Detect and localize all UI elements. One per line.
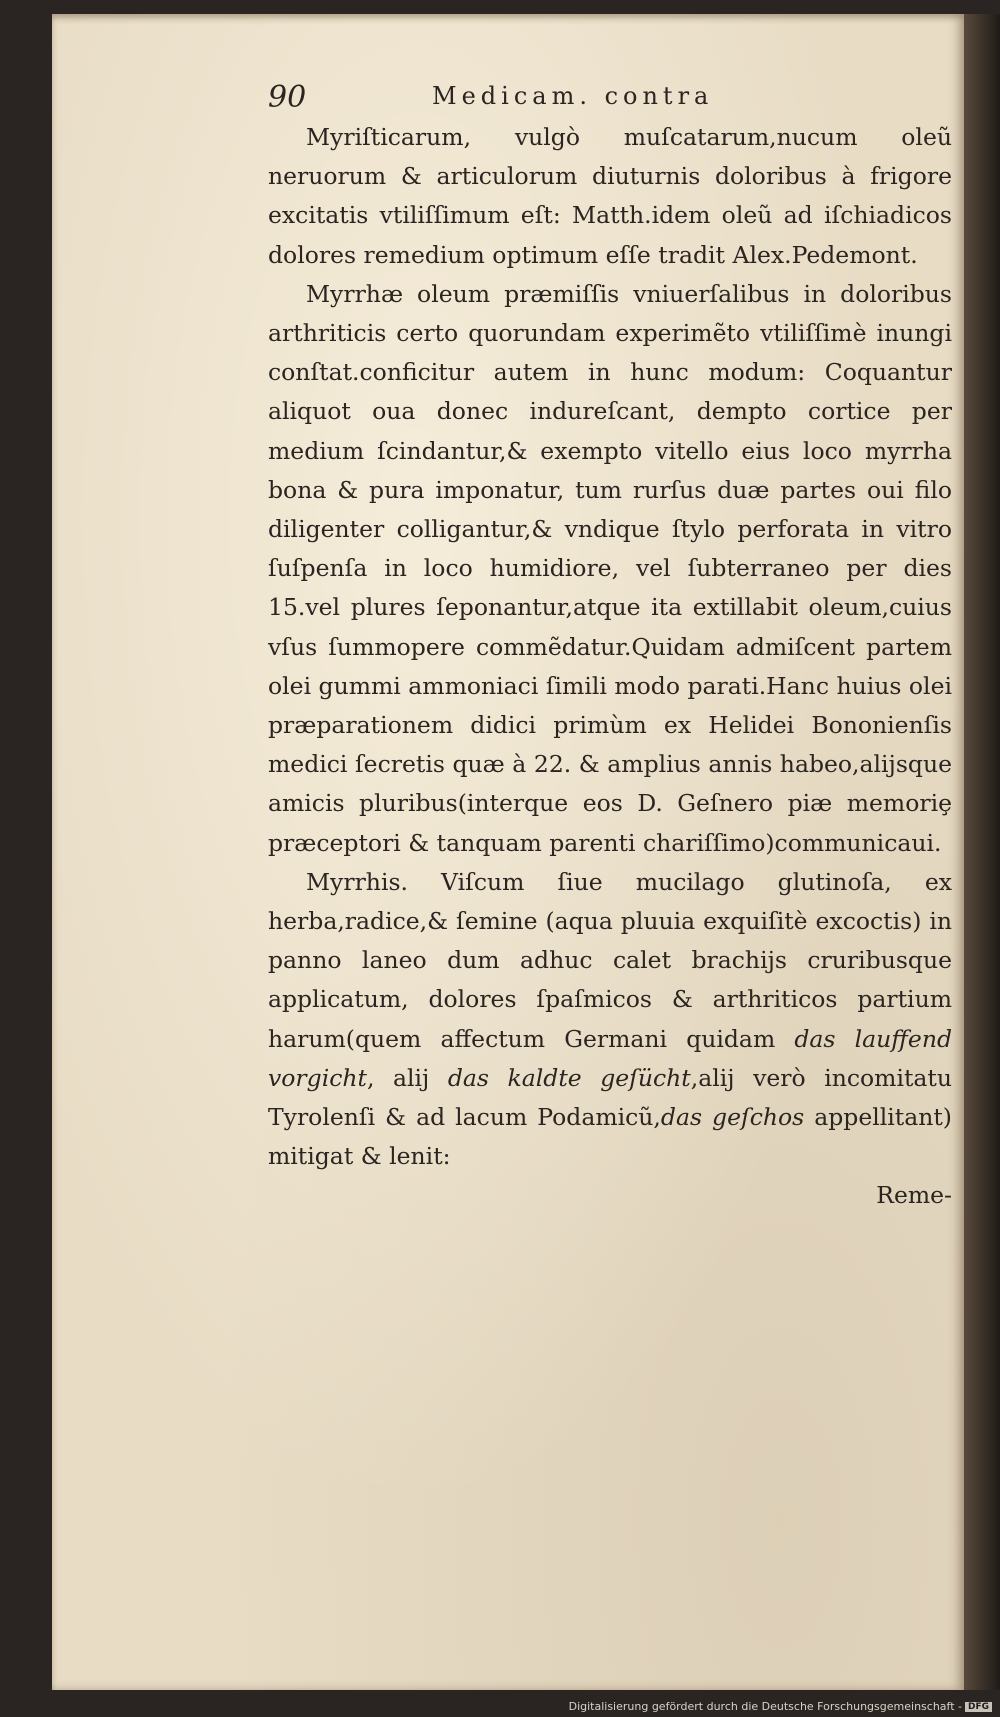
german-term: das geſchos (660, 1103, 805, 1132)
running-head: Medicam. contra (432, 82, 714, 110)
dfg-logo: DFG (965, 1702, 992, 1712)
paragraph-myristica (268, 118, 952, 275)
catchword: Reme- (876, 1181, 952, 1210)
text-segment: , alij (366, 1063, 448, 1092)
digitization-credit (569, 1700, 992, 1713)
paragraph-myrrha (268, 275, 952, 863)
body-text (268, 118, 952, 1216)
german-term: das lauffend vorgicht (268, 1024, 952, 1092)
text-segment: appellitant) mitigat & lenit: (268, 1103, 952, 1171)
page-number: 90 (268, 80, 307, 115)
paragraph-myrrhis (268, 863, 952, 1177)
text-segment: Myrrhis. Viſcum ſiue mucilago glutinoſa, ex herba,radice,& ſemine (aqua pluuia exquiſitè excoctis) in panno laneo dum adhuc calet brachijs cruribusque applicatum, dolores ſpaſmicos & arthriticos partium harum(quem affectum Germani quidam (268, 867, 952, 1053)
text-segment: Myrrhæ oleum præmiſſis vniuerſalibus in doloribus arthriticis certo quorundam experimẽto vtiliſſimè inungi conſtat.conficitur autem in hunc modum: Coquantur aliquot oua donec indureſcant, dempto cortice per medium ſcindantur,& exempto vitello eius loco myrrha bona & pura imponatur, tum rurſus duæ partes oui filo diligenter colligantur,& vndique ſtylo perforata in vitro ſuſpenſa in loco humidiore, vel ſubterraneo per dies 15.vel plures ſeponantur,atque ita extillabit oleum,cuius vſus ſummopere commẽdatur.Quidam admiſcent partem olei gummi ammoniaci ſimili modo parati.Hanc huius olei præparationem didici primùm ex Helidei Bononienſis medici ſecretis quæ à 22. & amplius annis habeo,alijsque amicis pluribus(interque eos D. Geſnero piæ memoriȩ præceptori & tanquam parenti chariſſimo)communicaui. (268, 279, 952, 857)
text-segment: Myriſticarum, vulgò muſcatarum,nucum oleũ neruorum & articulorum diuturnis doloribus à frigore excitatis vtiliſſimum eſt: Matth.idem oleũ ad iſchiadicos dolores remedium optimum eſſe tradit Alex.Pedemont. (268, 123, 952, 269)
page-edge-shadow (964, 14, 1000, 1690)
credit-text: Digitalisierung gefördert durch die Deutsche Forschungsgemeinschaft - (568, 1700, 962, 1713)
text-segment: ,alij verò incomitatu Tyrolenſi & ad lacum Podamicũ, (268, 1063, 952, 1132)
german-term: das kaldte geſücht (447, 1063, 691, 1092)
